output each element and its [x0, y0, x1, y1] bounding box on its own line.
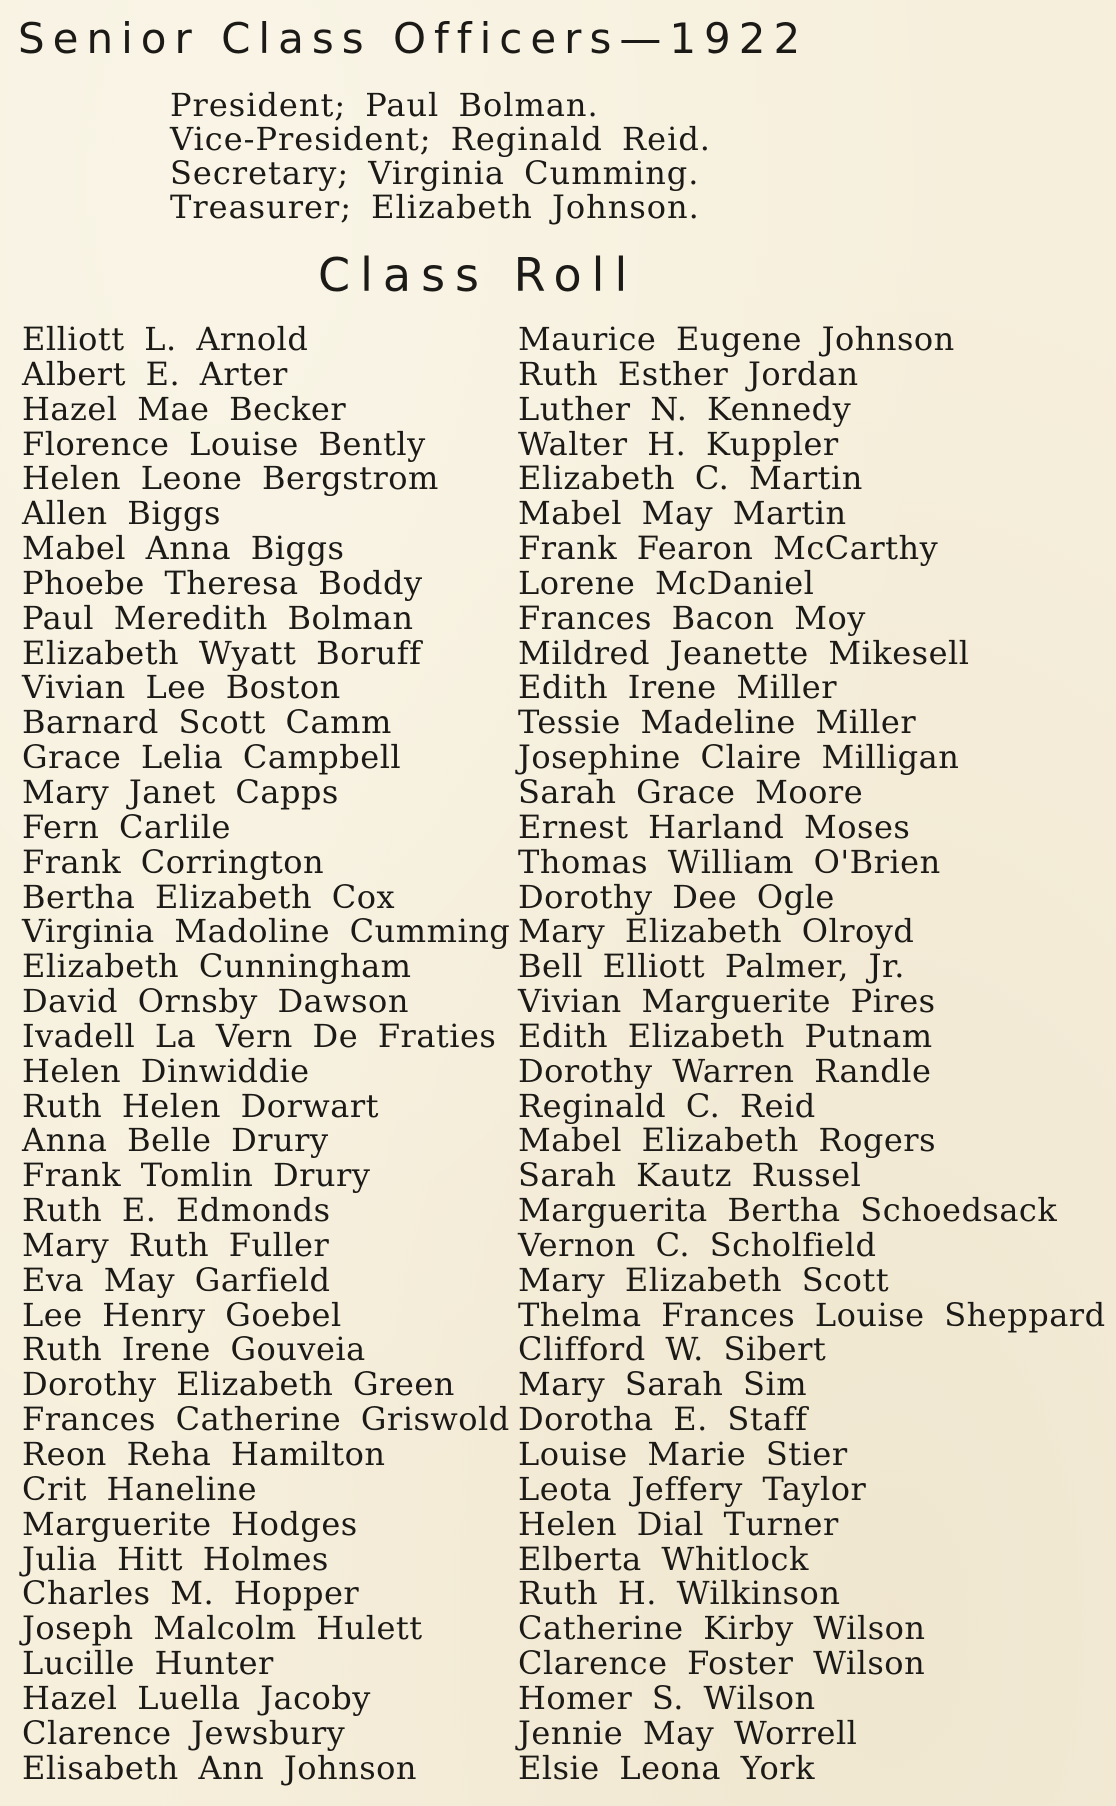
roll-column-right	[518, 322, 1106, 1785]
roll-name: Sarah Grace Moore	[518, 772, 864, 811]
roll-name: Dorothy Dee Ogle	[518, 877, 835, 916]
roll-name: Mary Janet Capps	[22, 772, 339, 811]
roll-name: Virginia Madoline Cumming	[22, 912, 511, 951]
roll-name: Leota Jeffery Taylor	[518, 1469, 867, 1508]
roll-name: Crit Haneline	[22, 1469, 258, 1508]
roll-name: Jennie May Worrell	[518, 1713, 858, 1752]
roll-name: Bell Elliott Palmer, Jr.	[518, 947, 905, 986]
roll-name: Helen Dinwiddie	[22, 1051, 310, 1090]
roll-name: Mary Elizabeth Olroyd	[518, 912, 915, 951]
roll-name: Elliott L. Arnold	[22, 320, 309, 358]
roll-name: Thelma Frances Louise Sheppard	[518, 1295, 1106, 1334]
roll-name: Vernon C. Scholfield	[518, 1225, 877, 1264]
roll-name: Josephine Claire Milligan	[518, 738, 960, 777]
officer-president: President; Paul Bolman.	[170, 86, 599, 124]
officers-list	[170, 88, 711, 224]
roll-name: Dorothy Elizabeth Green	[22, 1365, 455, 1404]
roll-name: Elsie Leona York	[518, 1748, 815, 1787]
roll-name: Joseph Malcolm Hulett	[22, 1609, 423, 1648]
roll-name: Luther N. Kennedy	[518, 389, 852, 428]
roll-name: Mabel Anna Biggs	[22, 529, 345, 568]
roll-name: Charles M. Hopper	[22, 1574, 360, 1613]
roll-name: Tessie Madeline Miller	[518, 703, 917, 742]
roll-name: Homer S. Wilson	[518, 1678, 816, 1717]
officer-treasurer: Treasurer; Elizabeth Johnson.	[170, 188, 700, 226]
roll-name: Vivian Marguerite Pires	[518, 982, 936, 1021]
page-title: Senior Class Officers—1922	[18, 14, 809, 63]
roll-name: Frank Corrington	[22, 842, 325, 881]
roll-name: Ruth H. Wilkinson	[518, 1574, 841, 1613]
roll-name: Dorotha E. Staff	[518, 1400, 808, 1439]
roll-name: Mary Ruth Fuller	[22, 1225, 330, 1264]
roll-name: Catherine Kirby Wilson	[518, 1609, 926, 1648]
roll-name: Florence Louise Bently	[22, 424, 426, 463]
roll-name: Edith Elizabeth Putnam	[518, 1016, 933, 1055]
roll-name: Elisabeth Ann Johnson	[22, 1748, 417, 1787]
roll-name: Ruth Esther Jordan	[518, 354, 859, 393]
roll-name: Frank Tomlin Drury	[22, 1156, 371, 1195]
roll-name: Edith Irene Miller	[518, 668, 838, 707]
roll-name: Mary Sarah Sim	[518, 1365, 808, 1404]
roll-name: Marguerite Hodges	[22, 1504, 358, 1543]
roll-name: Elizabeth Wyatt Boruff	[22, 633, 422, 672]
roll-name: Mabel Elizabeth Rogers	[518, 1121, 936, 1160]
roll-name: Hazel Mae Becker	[22, 389, 347, 428]
roll-name: Hazel Luella Jacoby	[22, 1678, 371, 1717]
roll-name: Frank Fearon McCarthy	[518, 529, 939, 568]
roll-name: Elberta Whitlock	[518, 1539, 809, 1578]
officer-vice-president: Vice-President; Reginald Reid.	[170, 120, 711, 158]
roll-name: Julia Hitt Holmes	[22, 1539, 329, 1578]
roll-name: David Ornsby Dawson	[22, 982, 409, 1021]
roll-name: Clarence Jewsbury	[22, 1713, 346, 1752]
roll-name: Allen Biggs	[22, 494, 221, 533]
class-roll-heading: Class Roll	[318, 248, 638, 302]
roll-name: Mary Elizabeth Scott	[518, 1260, 890, 1299]
roll-name: Ruth E. Edmonds	[22, 1191, 331, 1230]
roll-name: Walter H. Kuppler	[518, 424, 839, 463]
roll-name: Sarah Kautz Russel	[518, 1156, 862, 1195]
roll-name: Reginald C. Reid	[518, 1086, 816, 1125]
roll-name: Anna Belle Drury	[22, 1121, 329, 1160]
roll-name: Grace Lelia Campbell	[22, 738, 402, 777]
roll-name: Lucille Hunter	[22, 1644, 274, 1683]
roll-name: Bertha Elizabeth Cox	[22, 877, 396, 916]
roll-name: Albert E. Arter	[22, 354, 288, 393]
roll-name: Mildred Jeanette Mikesell	[518, 633, 970, 672]
roll-name: Phoebe Theresa Boddy	[22, 563, 423, 602]
roll-name: Eva May Garfield	[22, 1260, 331, 1299]
roll-name: Ivadell La Vern De Fraties	[22, 1016, 497, 1055]
roll-name: Frances Bacon Moy	[518, 598, 866, 637]
roll-name: Fern Carlile	[22, 807, 231, 846]
roll-name: Thomas William O'Brien	[518, 842, 941, 881]
roll-name: Lorene McDaniel	[518, 563, 815, 602]
roll-name: Mabel May Martin	[518, 494, 847, 533]
roll-name: Marguerita Bertha Schoedsack	[518, 1191, 1058, 1230]
roll-name: Helen Leone Bergstrom	[22, 459, 439, 498]
roll-name: Ruth Irene Gouveia	[22, 1330, 366, 1369]
roll-name: Vivian Lee Boston	[22, 668, 341, 707]
roll-name: Reon Reha Hamilton	[22, 1435, 386, 1473]
roll-name: Helen Dial Turner	[518, 1504, 839, 1543]
roll-name: Barnard Scott Camm	[22, 703, 392, 742]
roll-name: Dorothy Warren Randle	[518, 1051, 932, 1090]
roll-column-left	[22, 322, 510, 1785]
roll-name: Paul Meredith Bolman	[22, 598, 414, 637]
roll-name: Clarence Foster Wilson	[518, 1644, 926, 1683]
roll-name: Louise Marie Stier	[518, 1435, 848, 1473]
roll-name: Elizabeth Cunningham	[22, 947, 412, 986]
roll-name: Lee Henry Goebel	[22, 1295, 342, 1334]
roll-name: Frances Catherine Griswold	[22, 1400, 510, 1439]
roll-name: Elizabeth C. Martin	[518, 459, 863, 498]
roll-name: Ernest Harland Moses	[518, 807, 911, 846]
roll-name: Ruth Helen Dorwart	[22, 1086, 379, 1125]
roll-name: Maurice Eugene Johnson	[518, 320, 955, 358]
officer-secretary: Secretary; Virginia Cumming.	[170, 154, 700, 192]
roll-name: Clifford W. Sibert	[518, 1330, 827, 1369]
